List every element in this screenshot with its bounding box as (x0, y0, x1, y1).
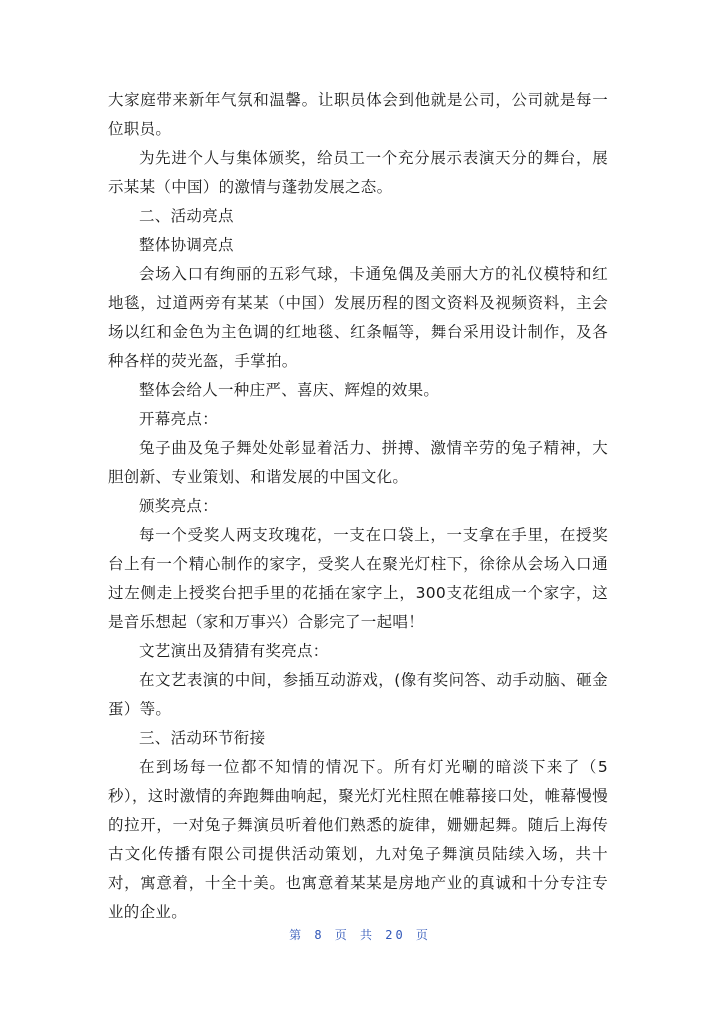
document-body (108, 86, 608, 927)
paragraph: 在文艺表演的中间，参插互动游戏，(像有奖问答、动手动脑、砸金蛋）等。 (108, 671, 608, 718)
paragraph: 每一个受奖人两支玫瑰花，一支在口袋上，一支拿在手里，在授奖台上有一个精心制作的家字，受奖人在聚光灯柱下，徐徐从会场入口通过左侧走上授奖台把手里的花插在家字上，300支花组成一个家字，这是音乐想起（家和万事兴）合影完了一起唱！ (108, 526, 608, 631)
subsection-heading: 文艺演出及猜猜有奖亮点： (139, 642, 329, 660)
section-heading: 三、活动环节衔接 (139, 729, 266, 747)
paragraph: 在到场每一位都不知情的情况下。所有灯光唰的暗淡下来了（5秒），这时激情的奔跑舞曲响起，聚光灯光柱照在帷幕接口处，帷幕慢慢的拉开，一对兔子舞演员听着他们熟悉的旋律，姗姗起舞。随后上海传古文化传播有限公司提供活动策划，九对兔子舞演员陆续入场，共十对，寓意着，十全十美。也寓意着某某是房地产业的真诚和十分专注专业的企业。 (108, 758, 608, 921)
subsection-heading: 颁奖亮点： (139, 497, 219, 515)
page-number-footer: 第 8 页 共 20 页 (289, 928, 431, 942)
paragraph: 整体会给人一种庄严、喜庆、辉煌的效果。 (139, 381, 440, 399)
paragraph: 兔子曲及兔子舞处处彰显着活力、拼搏、激情辛劳的兔子精神，大胆创新、专业策划、和谐发展的中国文化。 (108, 439, 608, 486)
subsection-heading: 开幕亮点： (139, 410, 219, 428)
section-heading: 二、活动亮点 (139, 207, 234, 225)
paragraph: 会场入口有绚丽的五彩气球，卡通兔偶及美丽大方的礼仪模特和红地毯，过道两旁有某某（中国）发展历程的图文资料及视频资料，主会场以红和金色为主色调的红地毯、红条幅等，舞台采用设计制作，及各种各样的荧光盔，手掌拍。 (108, 265, 608, 370)
subsection-heading: 整体协调亮点 (139, 236, 234, 254)
paragraph: 为先进个人与集体颁奖，给员工一个充分展示表演天分的舞台，展示某某（中国）的激情与蓬勃发展之态。 (108, 149, 608, 196)
paragraph: 大家庭带来新年气氛和温馨。让职员体会到他就是公司，公司就是每一位职员。 (108, 91, 608, 138)
